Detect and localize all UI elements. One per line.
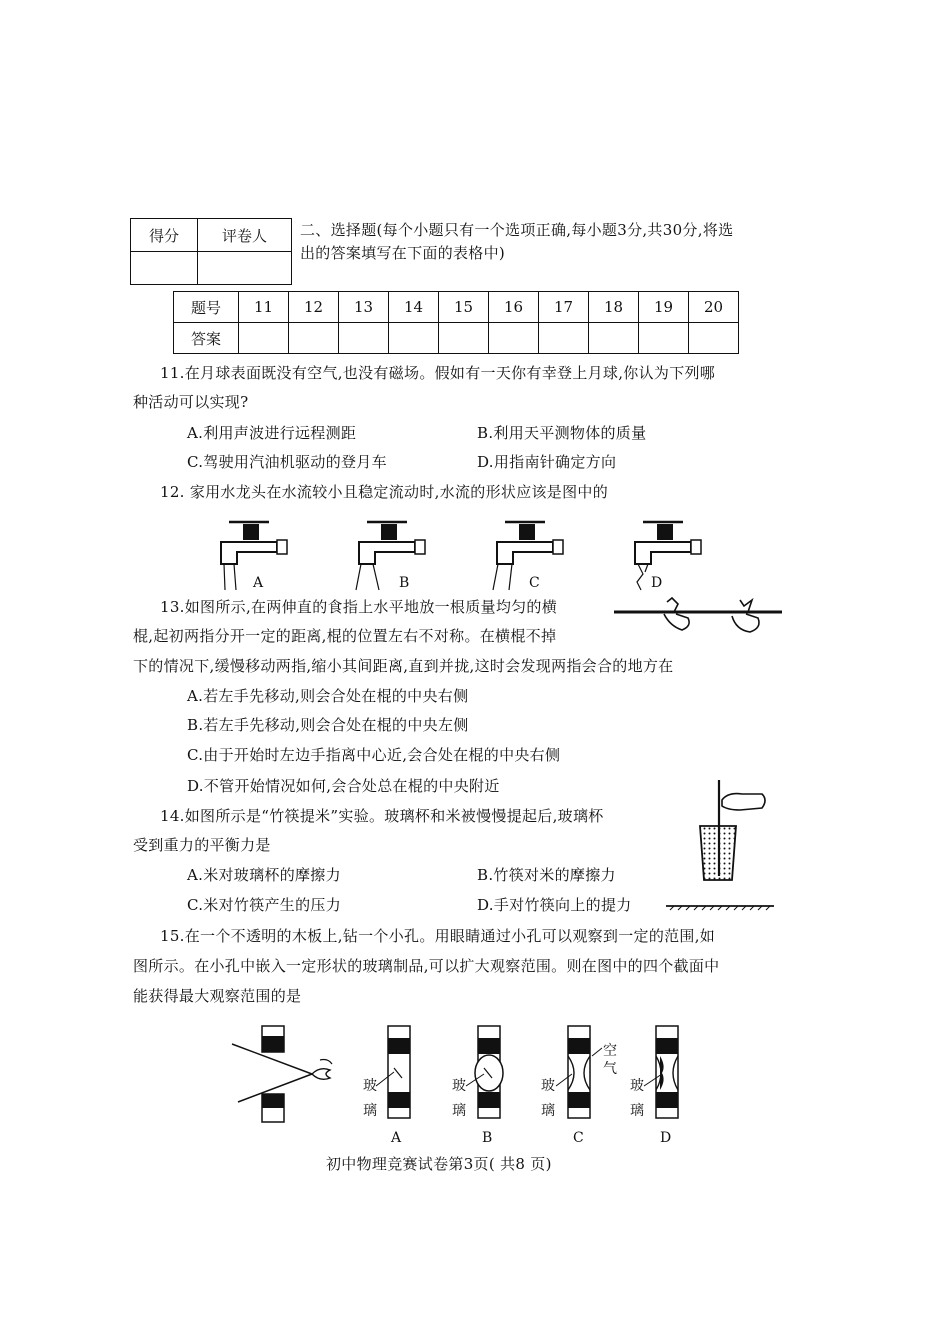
pinhole-label-a: A <box>391 1130 402 1146</box>
q12-stem: 12. 家用水龙头在水流较小且稳定流动时,水流的形状应该是图中的 <box>160 483 608 501</box>
stick-on-fingers-figure <box>612 596 784 642</box>
answer-cell[interactable] <box>389 323 439 354</box>
q14-option-a: A.米对玻璃杯的摩擦力 <box>187 866 341 884</box>
score-cell[interactable] <box>131 252 198 285</box>
grader-cell[interactable] <box>198 252 292 285</box>
q11-option-c: C.驾驶用汽油机驱动的登月车 <box>187 453 387 471</box>
answer-cell[interactable] <box>589 323 639 354</box>
glass-label-d1: 玻 <box>630 1078 644 1094</box>
faucet-b <box>356 522 425 590</box>
question-number: 11 <box>239 292 289 323</box>
question-number: 19 <box>639 292 689 323</box>
answer-cell[interactable] <box>689 323 739 354</box>
pinhole-label-d: D <box>660 1130 672 1146</box>
answer-table <box>173 291 739 354</box>
chopstick-rice-figure <box>662 776 780 916</box>
glass-label-c2: 璃 <box>541 1103 555 1119</box>
grader-label: 评卷人 <box>198 219 292 252</box>
answer-cell[interactable] <box>439 323 489 354</box>
answer-cell[interactable] <box>539 323 589 354</box>
q15-stem-line1: 15.在一个不透明的木板上,钻一个小孔。用眼睛通过小孔可以观察到一定的范围,如 <box>160 927 716 945</box>
q14-option-c: C.米对竹筷产生的压力 <box>187 896 342 914</box>
page-footer: 初中物理竞赛试卷第3页( 共8 页) <box>326 1155 552 1173</box>
q13-stem-line3: 下的情况下,缓慢移动两指,缩小其间距离,直到并拢,这时会发现两指会合的地方在 <box>133 657 674 675</box>
air-label-2: 气 <box>603 1061 617 1077</box>
q14-option-d: D.手对竹筷向上的提力 <box>477 896 632 914</box>
q11-option-a: A.利用声波进行远程测距 <box>187 424 357 442</box>
faucet-c <box>493 522 563 590</box>
glass-label-d2: 璃 <box>630 1103 644 1119</box>
q13-option-d: D.不管开始情况如何,会合处总在棍的中央附近 <box>187 777 500 795</box>
answer-cell[interactable] <box>339 323 389 354</box>
q13-stem-line1: 13.如图所示,在两伸直的食指上水平地放一根质量均匀的横 <box>160 598 558 616</box>
q11-option-d: D.用指南针确定方向 <box>477 453 617 471</box>
glass-label-b1: 玻 <box>452 1078 466 1094</box>
row-label-answer: 答案 <box>174 323 239 354</box>
glass-label-a2: 璃 <box>363 1103 377 1119</box>
q11-option-b: B.利用天平测物体的质量 <box>477 424 647 442</box>
faucet-figure <box>205 512 705 594</box>
faucet-label-d: D <box>651 575 663 591</box>
faucet-label-b: B <box>399 575 410 591</box>
pinhole-label-b: B <box>482 1130 493 1146</box>
q13-option-a: A.若左手先移动,则会合处在棍的中央右侧 <box>187 687 469 705</box>
faucet-label-a: A <box>253 575 264 591</box>
q14-option-b: B.竹筷对米的摩擦力 <box>477 866 616 884</box>
question-number: 15 <box>439 292 489 323</box>
q11-stem-line1: 11.在月球表面既没有空气,也没有磁场。假如有一天你有幸登上月球,你认为下列哪 <box>160 364 716 382</box>
pinhole-label-c: C <box>573 1130 584 1146</box>
q14-stem-line1: 14.如图所示是“竹筷提米”实验。玻璃杯和米被慢慢提起后,玻璃杯 <box>160 807 604 825</box>
answer-cell[interactable] <box>639 323 689 354</box>
answer-cell[interactable] <box>239 323 289 354</box>
answer-cell[interactable] <box>489 323 539 354</box>
air-label-1: 空 <box>603 1043 617 1059</box>
q13-option-b: B.若左手先移动,则会合处在棍的中央左侧 <box>187 716 469 734</box>
score-label: 得分 <box>131 219 198 252</box>
pinhole-a <box>376 1026 410 1118</box>
q13-option-c: C.由于开始时左边手指离中心近,会合处在棍的中央右侧 <box>187 746 561 764</box>
q15-stem-line3: 能获得最大观察范围的是 <box>133 987 302 1005</box>
question-number: 20 <box>689 292 739 323</box>
faucet-d <box>635 522 701 590</box>
question-number: 18 <box>589 292 639 323</box>
q13-stem-line2: 棍,起初两指分开一定的距离,棍的位置左右不对称。在横棍不掉 <box>133 627 557 645</box>
faucet-label-c: C <box>529 575 540 591</box>
row-label-number: 题号 <box>174 292 239 323</box>
pinhole-b <box>466 1026 503 1118</box>
pinhole-c <box>556 1026 602 1118</box>
q15-stem-line2: 图所示。在小孔中嵌入一定形状的玻璃制品,可以扩大观察范围。则在图中的四个截面中 <box>133 957 720 975</box>
question-number: 14 <box>389 292 439 323</box>
question-number: 17 <box>539 292 589 323</box>
glass-label-a1: 玻 <box>363 1078 377 1094</box>
pinhole-main <box>232 1026 332 1122</box>
question-number: 13 <box>339 292 389 323</box>
score-table <box>130 218 292 285</box>
pinhole-d <box>644 1026 678 1118</box>
section-heading-line2: 出的答案填写在下面的表格中) <box>300 244 506 262</box>
glass-label-c1: 玻 <box>541 1078 555 1094</box>
answer-cell[interactable] <box>289 323 339 354</box>
question-number: 16 <box>489 292 539 323</box>
q11-stem-line2: 种活动可以实现? <box>133 393 249 411</box>
q14-stem-line2: 受到重力的平衡力是 <box>133 836 271 854</box>
question-number: 12 <box>289 292 339 323</box>
section-heading-line1: 二、选择题(每个小题只有一个选项正确,每小题3分,共30分,将选 <box>300 221 734 239</box>
glass-label-b2: 璃 <box>452 1103 466 1119</box>
